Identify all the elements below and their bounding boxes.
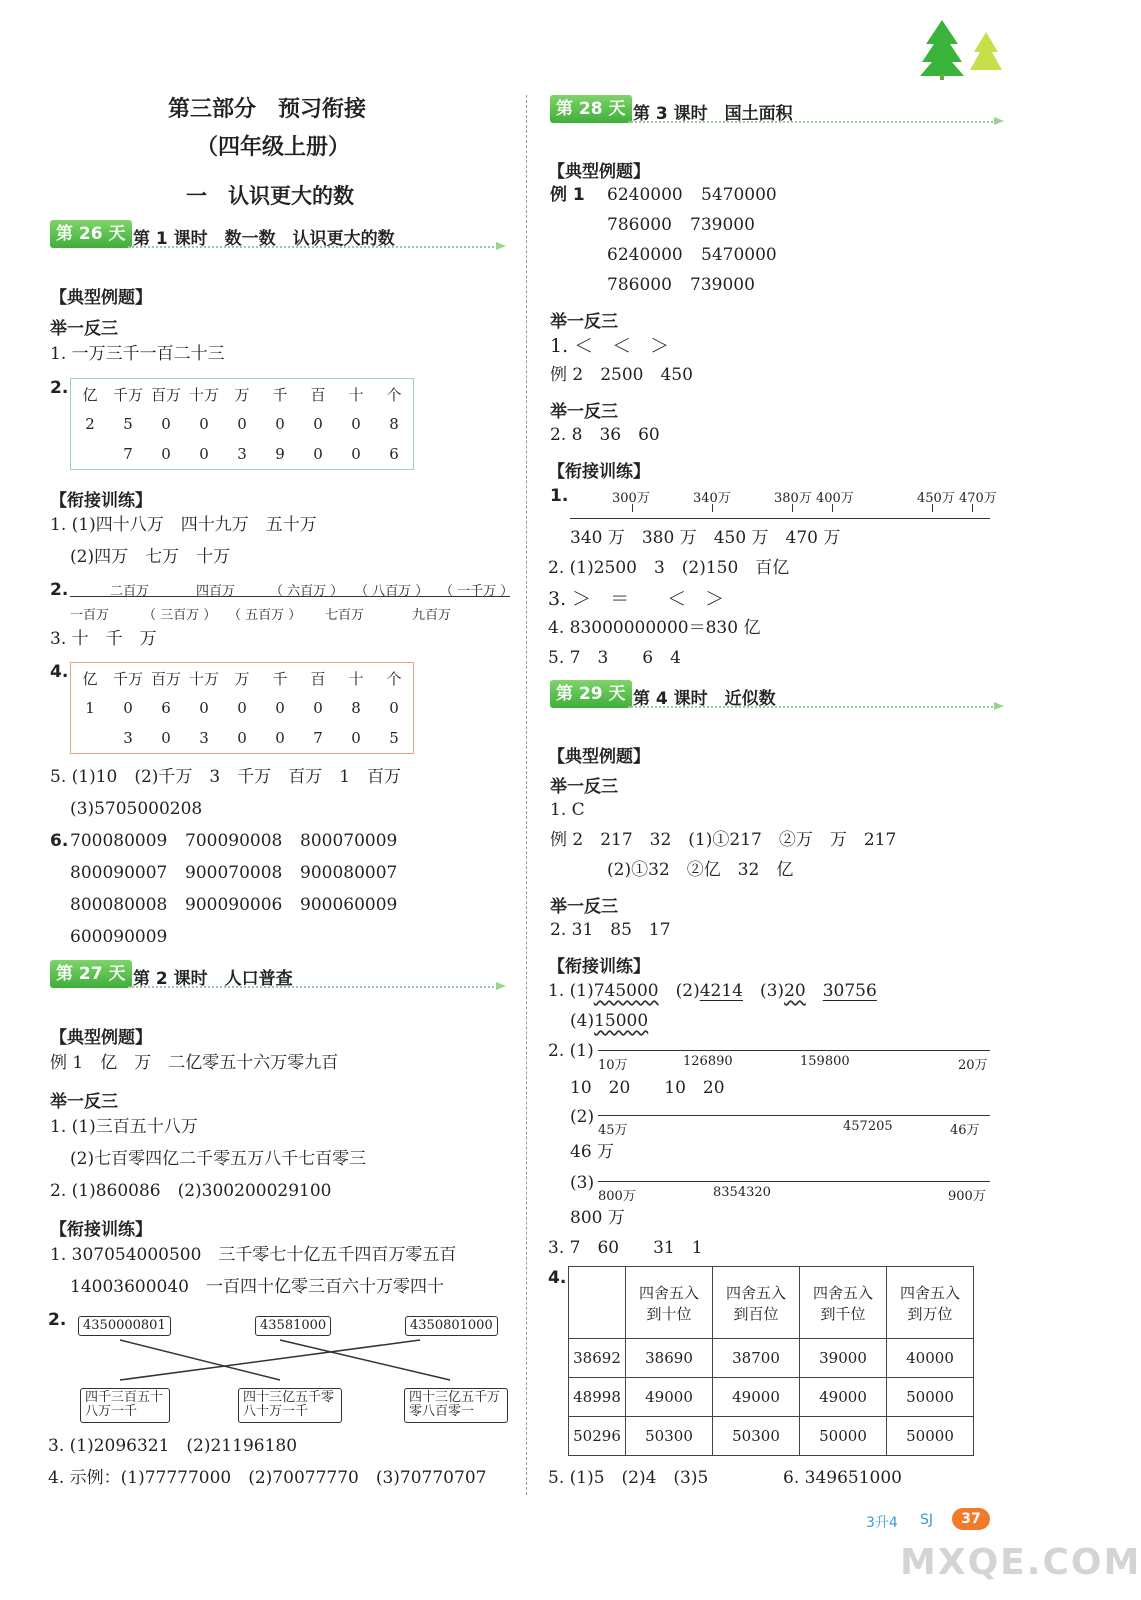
header-cell: 个 [386, 385, 402, 404]
header-cell [626, 1267, 713, 1339]
column-divider [526, 95, 527, 1495]
answer-line: 例 2 2500 450 [550, 365, 693, 385]
digit-cell: 0 [313, 445, 323, 463]
place-value-table [70, 378, 414, 470]
watermark: MXQE.COM [900, 1542, 1141, 1583]
header-line: 四舍五入 [812, 1283, 873, 1302]
answer-value: 800080008 [70, 895, 168, 915]
page-number: 37 [952, 1508, 990, 1530]
tree-decoration [918, 18, 1010, 80]
answer-line: 3. (1)2096321 (2)21196180 [48, 1436, 298, 1456]
header-line: 四舍五入 [725, 1283, 786, 1302]
header-cell: 十万 [188, 385, 219, 404]
chinese-number-card: 四千三百五十八万一千 [80, 1388, 170, 1423]
answer-value: 6240000 [607, 245, 683, 265]
answer-line: 1. C [550, 800, 585, 820]
dotted-rule [128, 986, 498, 988]
rule-arrow [496, 982, 506, 990]
answer-line: 1. ＜ ＜ ＞ [550, 335, 670, 357]
axis-label: 380万 400万 [774, 491, 854, 506]
answer-value: 600090009 [70, 927, 168, 947]
answer-value: 700080009 [70, 831, 168, 851]
answer-line: 46 万 [570, 1142, 615, 1162]
digit-cell: 0 [313, 699, 323, 717]
section-heading: 举一反三 [550, 402, 618, 422]
header-line: 到百位 [733, 1304, 779, 1323]
answer-line: (2)四万 七万 十万 [70, 547, 231, 567]
value-cell: 49000 [800, 1378, 887, 1417]
number-line [598, 1181, 990, 1182]
value-cell: 50300 [626, 1417, 713, 1456]
header-cell: 千 [272, 385, 288, 404]
matching-lines [60, 1338, 520, 1388]
section-heading: 【典型例题】 [50, 1028, 152, 1048]
row-label: 50296 [569, 1417, 626, 1456]
answer-line: 5. 7 3 6 4 [548, 648, 681, 668]
section-heading: 举一反三 [550, 312, 618, 332]
answer-line: (3)5705000208 [70, 799, 203, 819]
example-label: 例 1 [550, 185, 585, 205]
value-cell: 49000 [713, 1378, 800, 1417]
axis-label: 10万 [598, 1058, 628, 1073]
axis-label: 159800 [800, 1054, 850, 1069]
digit-cell: 2 [85, 415, 95, 433]
value-cell: 50000 [887, 1417, 974, 1456]
chinese-number-card: 四十三亿五千万零八百零一 [404, 1388, 508, 1423]
axis-label: 46万 [950, 1123, 980, 1138]
answer-line: 2. 31 85 17 [550, 920, 671, 940]
answer-line: 2. (1)2500 3 (2)150 百亿 [548, 558, 790, 578]
axis-label: 九百万 [412, 608, 452, 623]
rule-arrow [994, 702, 1004, 710]
wavy-answer: 20 [784, 981, 806, 1001]
axis-label: 四百万 [196, 584, 236, 599]
answer-value: 786000 [607, 275, 672, 295]
answer-value: 5470000 [701, 245, 777, 265]
chinese-number-card: 四十三亿五千零八十万一千 [238, 1388, 342, 1423]
question-number: 4. [50, 662, 69, 682]
lesson-title: 第 1 课时 数一数 认识更大的数 [133, 229, 395, 249]
answer-value: 900090006 [185, 895, 283, 915]
rounding-table [568, 1266, 974, 1456]
part-title: 第三部分 预习衔接 [168, 97, 367, 122]
value-cell: 50300 [713, 1417, 800, 1456]
number-line [598, 1115, 990, 1116]
question-prefix: (3) [759, 981, 785, 1001]
axis-label: （ 五百万 ） [228, 608, 302, 623]
header-cell: 百 [310, 669, 326, 688]
axis-label: 457205 [843, 1119, 893, 1134]
axis-label: 300万 [612, 491, 650, 506]
digit-cell: 8 [351, 699, 361, 717]
digit-cell: 6 [161, 699, 171, 717]
digit-cell: 1 [85, 699, 95, 717]
answer-line: 3. ＞ ＝ ＜ ＞ [548, 588, 725, 610]
digit-cell: 0 [351, 729, 361, 747]
answer-line: 2. 8 36 60 [550, 425, 660, 445]
digit-cell: 7 [123, 445, 133, 463]
footer-grade-label: 3升4 [866, 1515, 898, 1531]
axis-label: 20万 [958, 1058, 988, 1073]
header-cell [887, 1267, 974, 1339]
answer-line: 4. 示例：(1)77777000 (2)70077770 (3)70770707 [48, 1468, 487, 1488]
digit-cell: 0 [313, 415, 323, 433]
header-cell: 个 [386, 669, 402, 688]
value-cell: 39000 [800, 1339, 887, 1378]
answer-line: 800 万 [570, 1208, 625, 1228]
value-cell: 38700 [713, 1339, 800, 1378]
answer-line: 340 万 380 万 450 万 470 万 [570, 528, 841, 548]
answer-line: 例 2 217 32 (1)①217 ②万 万 217 [550, 830, 897, 850]
digit-cell: 0 [199, 699, 209, 717]
answer-value: 786000 [607, 215, 672, 235]
footer-edition-label: SJ [920, 1512, 934, 1528]
header-cell: 百万 [150, 385, 181, 404]
section-heading: 【衔接训练】 [50, 1220, 152, 1240]
header-line: 四舍五入 [638, 1283, 699, 1302]
axis-label: （ 八百万 ） [355, 584, 429, 599]
digit-cell: 0 [237, 415, 247, 433]
value-cell: 50000 [887, 1378, 974, 1417]
header-line: 到万位 [907, 1304, 953, 1323]
axis-label: （ 六百万 ） [270, 584, 344, 599]
underlined-answer: 4214 [699, 981, 743, 1001]
header-cell [800, 1267, 887, 1339]
answer-value: 739000 [690, 275, 755, 295]
answer-value: 5470000 [701, 185, 777, 205]
answer-line: 1. (1)四十八万 四十九万 五十万 [50, 515, 317, 535]
question-number: 4. [548, 1268, 567, 1288]
value-cell: 49000 [626, 1378, 713, 1417]
answer-line: 2. (1)860086 (2)300200029100 [50, 1181, 332, 1201]
answer-value: 800090007 [70, 863, 168, 883]
wavy-answer: 15000 [594, 1011, 649, 1031]
header-cell: 亿 [82, 669, 98, 688]
axis-label: 一百万 [70, 608, 110, 623]
rule-arrow [496, 242, 506, 250]
answer-value: 6240000 [607, 185, 683, 205]
lesson-title: 第 3 课时 国土面积 [633, 104, 793, 124]
answer-line: 10 20 10 20 [570, 1078, 725, 1098]
number-card: 4350000801 [78, 1316, 171, 1336]
answer-line: 1. 一万三千一百二十三 [50, 344, 225, 364]
answer-line [548, 983, 877, 1000]
answer-line: 3. 十 千 万 [50, 629, 157, 649]
digit-cell: 0 [275, 415, 285, 433]
digit-cell: 0 [237, 699, 247, 717]
answer-line: 4. 83000000000＝830 亿 [548, 618, 761, 638]
header-cell: 万 [234, 669, 250, 688]
question-number: 6. [50, 831, 69, 851]
section-heading: 举一反三 [550, 777, 618, 797]
section-heading: 【衔接训练】 [548, 462, 650, 482]
question-prefix: (4) [570, 1011, 595, 1031]
answer-line: 5. (1)10 (2)千万 3 千万 百万 1 百万 [50, 767, 402, 787]
header-cell: 十 [348, 669, 364, 688]
digit-cell: 7 [313, 729, 323, 747]
axis-label: 450万 470万 [917, 491, 997, 506]
dotted-rule [128, 246, 498, 248]
header-cell: 亿 [82, 385, 98, 404]
number-card: 43581000 [255, 1316, 331, 1336]
day-badge: 第 28 天 [550, 95, 632, 123]
row-label: 48998 [569, 1378, 626, 1417]
digit-cell: 0 [351, 415, 361, 433]
digit-cell: 0 [161, 415, 171, 433]
header-cell [713, 1267, 800, 1339]
header-cell: 百 [310, 385, 326, 404]
section-heading: 【典型例题】 [50, 288, 152, 308]
answer-value: 700090008 [185, 831, 283, 851]
section-heading: 【衔接训练】 [548, 957, 650, 977]
axis-label: 8354320 [713, 1185, 771, 1200]
digit-cell [71, 439, 110, 470]
digit-cell: 0 [199, 445, 209, 463]
digit-cell: 0 [123, 699, 133, 717]
axis-label: （ 一千万 ） [440, 584, 514, 599]
answer-line [570, 1013, 648, 1030]
wavy-answer: 745000 [593, 981, 659, 1001]
axis-label: （ 三百万 ） [143, 608, 217, 623]
day-badge: 第 26 天 [50, 220, 132, 248]
digit-cell: 5 [389, 729, 399, 747]
question-number: 2. [48, 1310, 67, 1330]
answer-line: 1. (1)三百五十八万 [50, 1117, 198, 1137]
header-line: 到十位 [646, 1304, 692, 1323]
digit-cell [71, 723, 110, 754]
digit-cell: 0 [275, 729, 285, 747]
digit-cell: 9 [275, 445, 285, 463]
header-cell: 千 [272, 669, 288, 688]
digit-cell: 0 [161, 729, 171, 747]
underlined-answer: 30756 [822, 981, 877, 1001]
question-number: 2. [50, 378, 69, 398]
digit-cell: 6 [389, 445, 399, 463]
answer-line: 1. 307054000500 三千零七十亿五千四百万零五百 [50, 1245, 457, 1265]
answer-line: (2)七百零四亿二千零五万八千七百零三 [70, 1149, 367, 1169]
corner-cell [569, 1267, 626, 1339]
answer-line: 5. (1)5 (2)4 (3)5 [548, 1468, 709, 1488]
answer-value: 739000 [690, 215, 755, 235]
digit-cell: 5 [123, 415, 133, 433]
header-cell: 十 [348, 385, 364, 404]
answer-value: 800070009 [300, 831, 398, 851]
day-badge: 第 27 天 [50, 960, 132, 988]
answer-line: 6. 349651000 [783, 1468, 902, 1488]
axis-label: 七百万 [325, 608, 365, 623]
digit-cell: 0 [237, 729, 247, 747]
question-prefix: (3) [570, 1173, 595, 1193]
header-cell: 万 [234, 385, 250, 404]
header-line: 到千位 [820, 1304, 866, 1323]
value-cell: 38690 [626, 1339, 713, 1378]
digit-cell: 0 [161, 445, 171, 463]
rule-arrow [994, 117, 1004, 125]
answer-line: 3. 7 60 31 1 [548, 1238, 703, 1258]
digit-cell: 0 [275, 699, 285, 717]
header-cell: 千万 [112, 669, 143, 688]
answer-line: 例 1 亿 万 二亿零五十六万零九百 [50, 1053, 339, 1073]
number-line [570, 518, 990, 519]
section-heading: 【典型例题】 [548, 162, 650, 182]
axis-label: 340万 [693, 491, 731, 506]
answer-value: 900060009 [300, 895, 398, 915]
digit-cell: 3 [199, 729, 209, 747]
axis-label: 二百万 [110, 584, 150, 599]
question-prefix: (2) [675, 981, 700, 1001]
section-heading: 【衔接训练】 [50, 491, 152, 511]
lesson-title: 第 2 课时 人口普查 [133, 969, 293, 989]
axis-label: 800万 [598, 1189, 636, 1204]
axis-label: 45万 [598, 1123, 628, 1138]
header-line: 四舍五入 [899, 1283, 960, 1302]
section-heading: 举一反三 [550, 897, 618, 917]
section-heading: 【典型例题】 [548, 747, 650, 767]
question-prefix: (2) [570, 1107, 595, 1127]
number-card: 4350801000 [405, 1316, 498, 1336]
day-badge: 第 29 天 [550, 680, 632, 708]
row-label: 38692 [569, 1339, 626, 1378]
grade-title: （四年级上册） [196, 135, 351, 160]
dotted-rule [628, 706, 996, 708]
axis-label: 900万 [948, 1189, 986, 1204]
question-prefix: 2. (1) [548, 1041, 594, 1061]
number-line [598, 1050, 990, 1051]
dotted-rule [628, 121, 996, 123]
question-number: 1. [550, 486, 569, 506]
question-number: 2. [50, 580, 69, 600]
axis-label: 126890 [683, 1054, 733, 1069]
digit-cell: 0 [389, 699, 399, 717]
question-prefix: 1. (1) [548, 981, 594, 1001]
header-cell: 千万 [112, 385, 143, 404]
header-cell: 十万 [188, 669, 219, 688]
digit-cell: 8 [389, 415, 399, 433]
answer-line: (2)①32 ②亿 32 亿 [607, 860, 794, 880]
unit-title: 一 认识更大的数 [186, 184, 354, 208]
header-cell: 百万 [150, 669, 181, 688]
place-value-table [70, 662, 414, 754]
value-cell: 50000 [800, 1417, 887, 1456]
section-heading: 举一反三 [50, 1092, 118, 1112]
lesson-title: 第 4 课时 近似数 [633, 689, 776, 709]
section-heading: 举一反三 [50, 319, 118, 339]
value-cell: 40000 [887, 1339, 974, 1378]
answer-line: 14003600040 一百四十亿零三百六十万零四十 [70, 1277, 444, 1297]
digit-cell: 0 [199, 415, 209, 433]
digit-cell: 3 [237, 445, 247, 463]
digit-cell: 0 [351, 445, 361, 463]
answer-value: 900070008 [185, 863, 283, 883]
digit-cell: 3 [123, 729, 133, 747]
answer-value: 900080007 [300, 863, 398, 883]
